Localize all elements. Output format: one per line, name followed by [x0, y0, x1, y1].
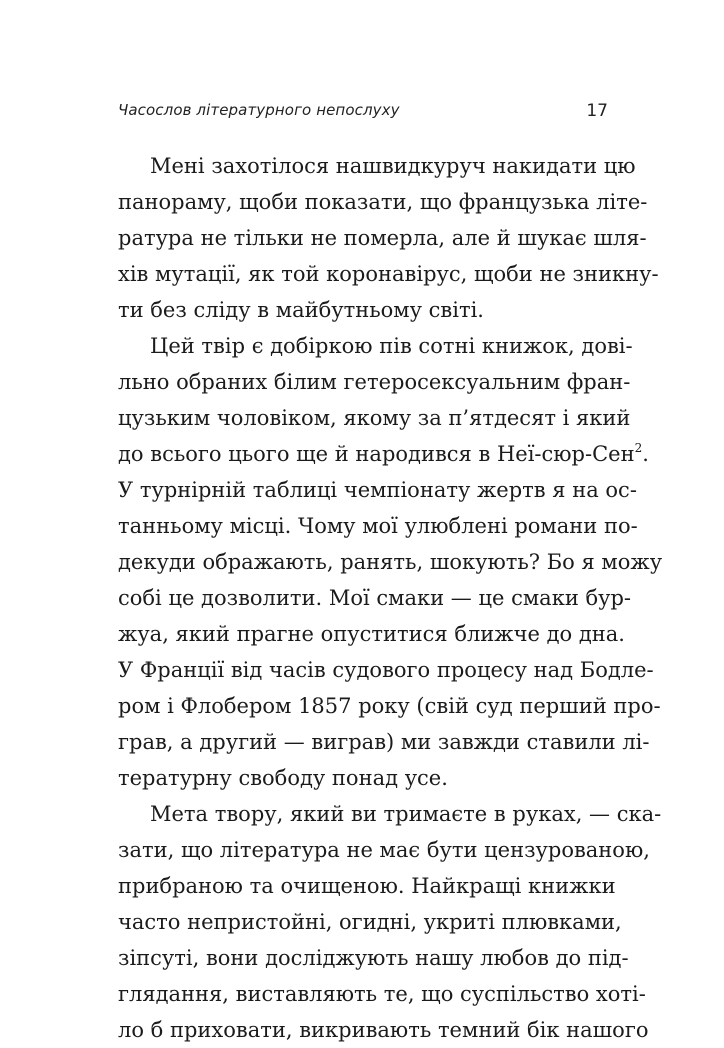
text-line: тературну свободу понад усе.: [118, 766, 448, 790]
text-line: зіпсуті, вони досліджують нашу любов до під-: [118, 946, 629, 970]
text-line: прибраною та очищеною. Найкращі книжки: [118, 874, 616, 898]
text-line: У турнірній таблиці чемпіонату жертв я на ос-: [118, 478, 637, 502]
footnote-marker[interactable]: 2: [634, 441, 643, 455]
text-line: Цей твір є добіркою пів сотні книжок, дові-: [150, 334, 633, 358]
text-line: ти без сліду в майбутньому світі.: [118, 298, 484, 322]
text-line: декуди ображають, ранять, шокують? Бо я можу: [118, 550, 663, 574]
text-line: ло б приховати, викривають темний бік нашого: [118, 1018, 649, 1042]
text-line: Мета твору, який ви тримаєте в руках, — ска-: [150, 802, 662, 826]
text-line: часто непристойні, огидні, укриті плювками,: [118, 910, 622, 934]
text-line: собі це дозволити. Мої смаки — це смаки бур-: [118, 586, 632, 610]
text-line: цузьким чоловіком, якому за п’ятдесят і який: [118, 406, 631, 430]
paragraph-2: [118, 328, 663, 796]
text-line: ратура не тільки не померла, але й шукає шля-: [118, 226, 647, 250]
text-line: У Франції від часів судового процесу над Бодле-: [118, 658, 654, 682]
text-line-content: до всього цього ще й народився в Неї-сюр-Сен: [118, 442, 635, 466]
text-line: грав, а другий — виграв) ми завжди ставили лі-: [118, 730, 650, 754]
paragraph-3: [118, 796, 662, 1048]
running-title: Часослов літературного непослуху: [118, 101, 400, 119]
period: .: [642, 442, 649, 466]
text-line: танньому місці. Чому мої улюблені романи по-: [118, 514, 638, 538]
text-line: Мені захотілося нашвидкуруч накидати цю: [150, 154, 636, 178]
text-line: льно обраних білим гетеросексуальним фран-: [118, 370, 631, 394]
text-line: ром і Флобером 1857 року (свій суд перший про-: [118, 694, 661, 718]
text-line: глядання, виставляють те, що суспільство хоті-: [118, 982, 646, 1006]
text-line: хів мутації, як той коронавірус, щоби не зникну-: [118, 262, 659, 286]
text-line: панораму, щоби показати, що французька літе-: [118, 190, 648, 214]
text-line-with-footnote: [118, 436, 649, 472]
running-head: [118, 101, 608, 125]
body-text: [118, 148, 663, 1048]
paragraph-1: [118, 148, 659, 328]
text-line: зати, що література не має бути цензурованою,: [118, 838, 650, 862]
page-number: 17: [586, 101, 608, 121]
text-line: жуа, який прагне опуститися ближче до дна.: [118, 622, 625, 646]
